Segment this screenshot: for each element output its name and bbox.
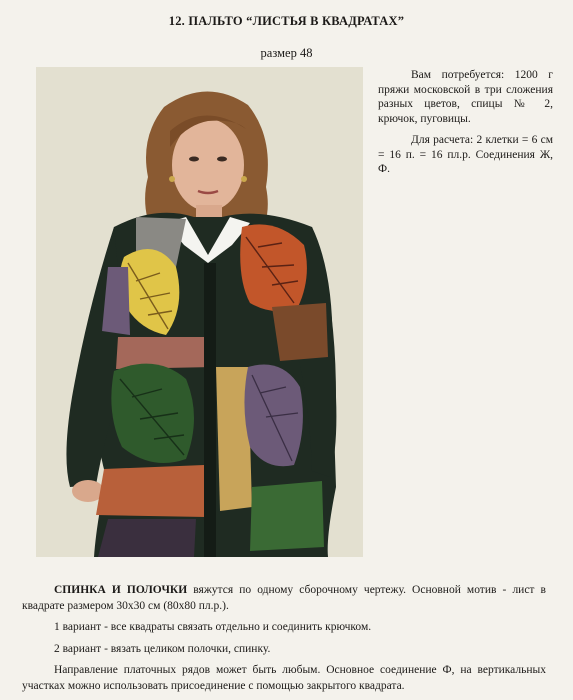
instructions-direction: Направление платочных рядов может быть любым. Основное соединение Ф, на вертикальных участках можно использовать присоединение с помощью закрытого квадрата. [22,664,546,692]
size-label: размер 48 [260,46,313,60]
instructions-intro [22,583,546,614]
pattern-title: 12. ПАЛЬТО “ЛИСТЬЯ В КВАДРАТАХ” [168,14,405,28]
model-photo [36,67,363,557]
instructions-variant-2: 2 вариант - вязать целиком полочки, спинку. [54,642,271,655]
instructions-block [22,583,546,700]
coat-illustration [36,67,363,557]
materials-requirements: Вам потребуется: 1200 г пряжи московской в три сложения разных цветов, спицы № 2, крючок, пуговицы. [378,69,553,125]
materials-block [378,68,553,184]
instructions-lead: СПИНКА И ПОЛОЧКИ [54,584,188,596]
instructions-intro-text: вяжутся по одному сборочному чертежу. Основной мотив - лист в квадрате размером 30х30 см (80х80 пл.р.). [22,584,546,612]
instructions-variant-1: 1 вариант - все квадраты связать отдельно и соединить крючком. [54,621,372,633]
materials-gauge: Для расчета: 2 клетки = 6 см = 16 п. = 16 пл.р. Соединения Ж, Ф. [378,134,553,175]
